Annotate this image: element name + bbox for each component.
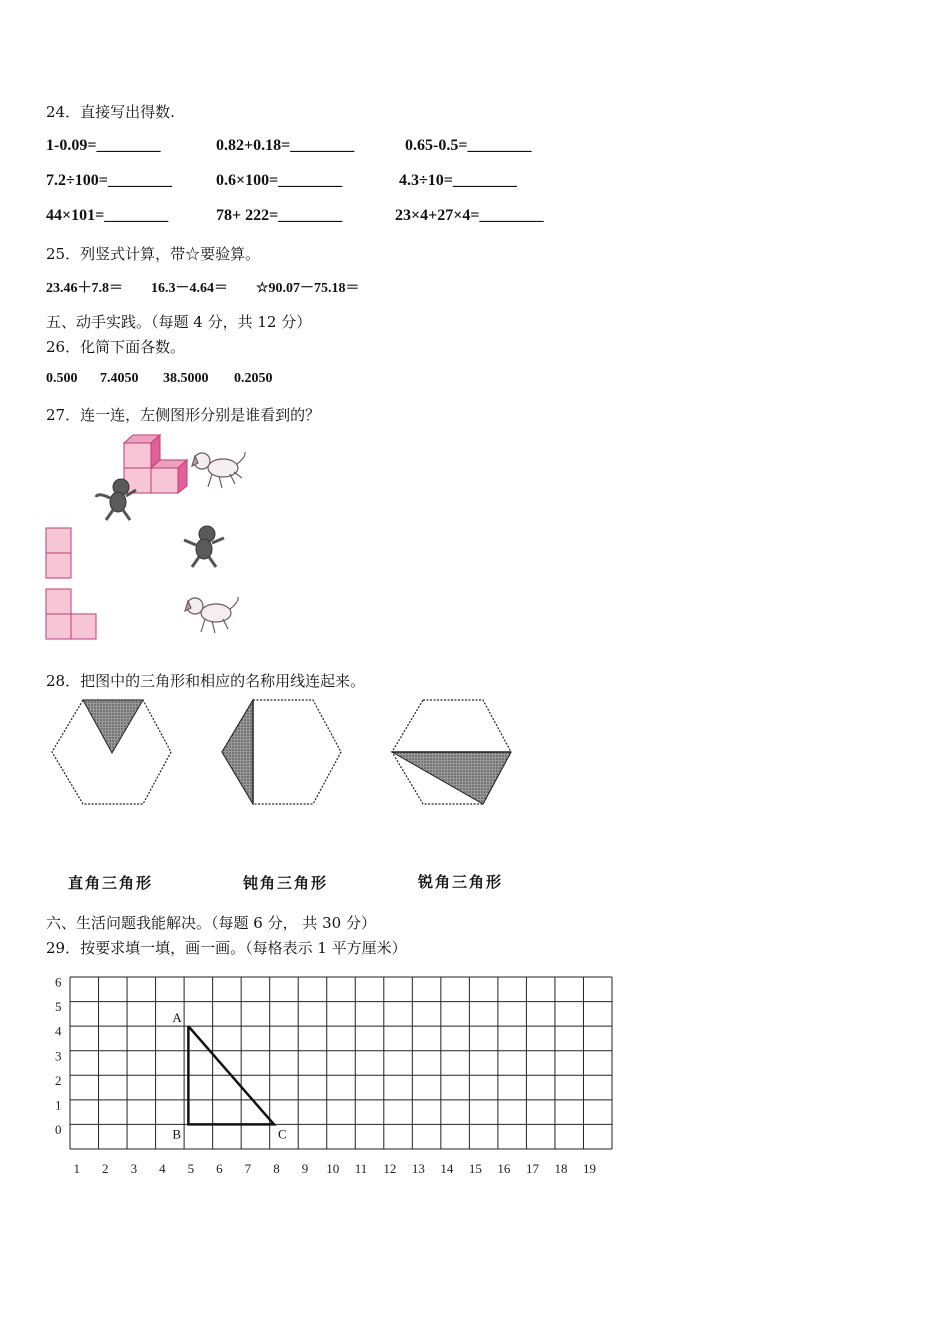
x-tick-label: 5 bbox=[187, 1161, 195, 1176]
q24-r3-c3: 23×4+27×4=________ bbox=[395, 207, 544, 224]
y-tick-label: 1 bbox=[55, 1097, 62, 1113]
q27-figure bbox=[40, 430, 270, 645]
q29-title: 29．按要求填一填，画一画。（每格表示 1 平方厘米） bbox=[46, 939, 407, 957]
q28-title: 28．把图中的三角形和相应的名称用线连起来。 bbox=[46, 672, 366, 690]
point-label-a: A bbox=[172, 1010, 182, 1026]
label-acute-triangle: 锐角三角形 bbox=[418, 873, 504, 891]
x-tick-label: 9 bbox=[301, 1161, 309, 1176]
grid-lines bbox=[70, 977, 612, 1149]
view-l-shape bbox=[46, 589, 96, 639]
y-axis-ticks bbox=[55, 965, 62, 1137]
q24-r2-c1: 7.2÷100=________ bbox=[46, 172, 172, 189]
x-tick-label: 12 bbox=[383, 1161, 397, 1176]
x-tick-label: 17 bbox=[525, 1161, 539, 1176]
dog-icon-bottom bbox=[185, 597, 238, 633]
x-tick-label: 15 bbox=[468, 1161, 482, 1176]
q26-title: 26．化简下面各数。 bbox=[46, 338, 186, 356]
x-tick-label: 19 bbox=[583, 1161, 596, 1176]
q25-item-1: 23.46＋7.8＝ bbox=[46, 281, 123, 296]
x-tick-label: 3 bbox=[130, 1161, 138, 1176]
y-tick-label: 6 bbox=[55, 974, 62, 990]
q25-item-3: ☆90.07－75.18＝ bbox=[256, 281, 360, 296]
y-tick-label: 3 bbox=[55, 1048, 62, 1064]
x-tick-label: 13 bbox=[411, 1161, 425, 1176]
q24-r3-c2: 78+ 222=________ bbox=[216, 207, 343, 224]
monkey-icon-mid bbox=[184, 526, 224, 567]
label-obtuse-triangle: 钝角三角形 bbox=[243, 874, 329, 892]
x-tick-label: 2 bbox=[102, 1161, 109, 1176]
q26-item-3: 38.5000 bbox=[163, 371, 209, 386]
y-tick-label: 4 bbox=[55, 1023, 62, 1039]
q25-item-2: 16.3－4.64＝ bbox=[151, 281, 228, 296]
section6-heading: 六、生活问题我能解决。（每题 6 分， 共 30 分） bbox=[46, 914, 376, 932]
view-two-stack bbox=[46, 528, 71, 578]
hexagon-1 bbox=[52, 700, 171, 804]
q25-title: 25．列竖式计算，带☆要验算。 bbox=[46, 245, 261, 263]
x-axis-ticks bbox=[74, 1161, 596, 1176]
q24-title: 24．直接写出得数. bbox=[46, 103, 175, 121]
point-label-c: C bbox=[277, 1126, 287, 1142]
q24-r1-c2: 0.82+0.18=________ bbox=[216, 137, 355, 154]
q29-grid bbox=[40, 965, 630, 1185]
x-tick-label: 7 bbox=[244, 1161, 252, 1176]
y-tick-label: 5 bbox=[55, 999, 62, 1015]
x-tick-label: 6 bbox=[216, 1161, 223, 1176]
dog-icon-top bbox=[192, 452, 245, 488]
q26-item-4: 0.2050 bbox=[234, 371, 273, 386]
y-tick-label: 2 bbox=[55, 1072, 62, 1088]
q24-r2-c2: 0.6×100=________ bbox=[216, 172, 343, 189]
x-tick-label: 1 bbox=[73, 1161, 81, 1176]
point-label-b: B bbox=[172, 1126, 182, 1142]
q24-r2-c3: 4.3÷10=________ bbox=[399, 172, 517, 189]
x-tick-label: 14 bbox=[440, 1161, 454, 1176]
q24-r1-c3: 0.65-0.5=________ bbox=[405, 137, 532, 154]
q26-item-1: 0.500 bbox=[46, 371, 78, 386]
x-tick-label: 10 bbox=[326, 1161, 340, 1176]
x-tick-label: 16 bbox=[497, 1161, 511, 1176]
q28-hexagons bbox=[40, 695, 530, 815]
q26-item-2: 7.4050 bbox=[100, 371, 139, 386]
x-tick-label: 8 bbox=[273, 1161, 280, 1176]
x-tick-label: 18 bbox=[554, 1161, 568, 1176]
hexagon-2 bbox=[222, 700, 341, 804]
cube-stack bbox=[124, 435, 187, 493]
x-tick-label: 4 bbox=[159, 1161, 166, 1176]
q27-title: 27．连一连，左侧图形分别是谁看到的？ bbox=[46, 406, 321, 424]
hexagon-3 bbox=[392, 700, 511, 804]
label-right-triangle: 直角三角形 bbox=[68, 874, 154, 892]
x-tick-label: 11 bbox=[354, 1161, 368, 1176]
section5-heading: 五、动手实践。（每题 4 分，共 12 分） bbox=[46, 313, 312, 331]
q24-r3-c1: 44×101=________ bbox=[46, 207, 169, 224]
y-tick-label: 0 bbox=[55, 1122, 62, 1137]
q24-r1-c1: 1-0.09=________ bbox=[46, 137, 161, 154]
